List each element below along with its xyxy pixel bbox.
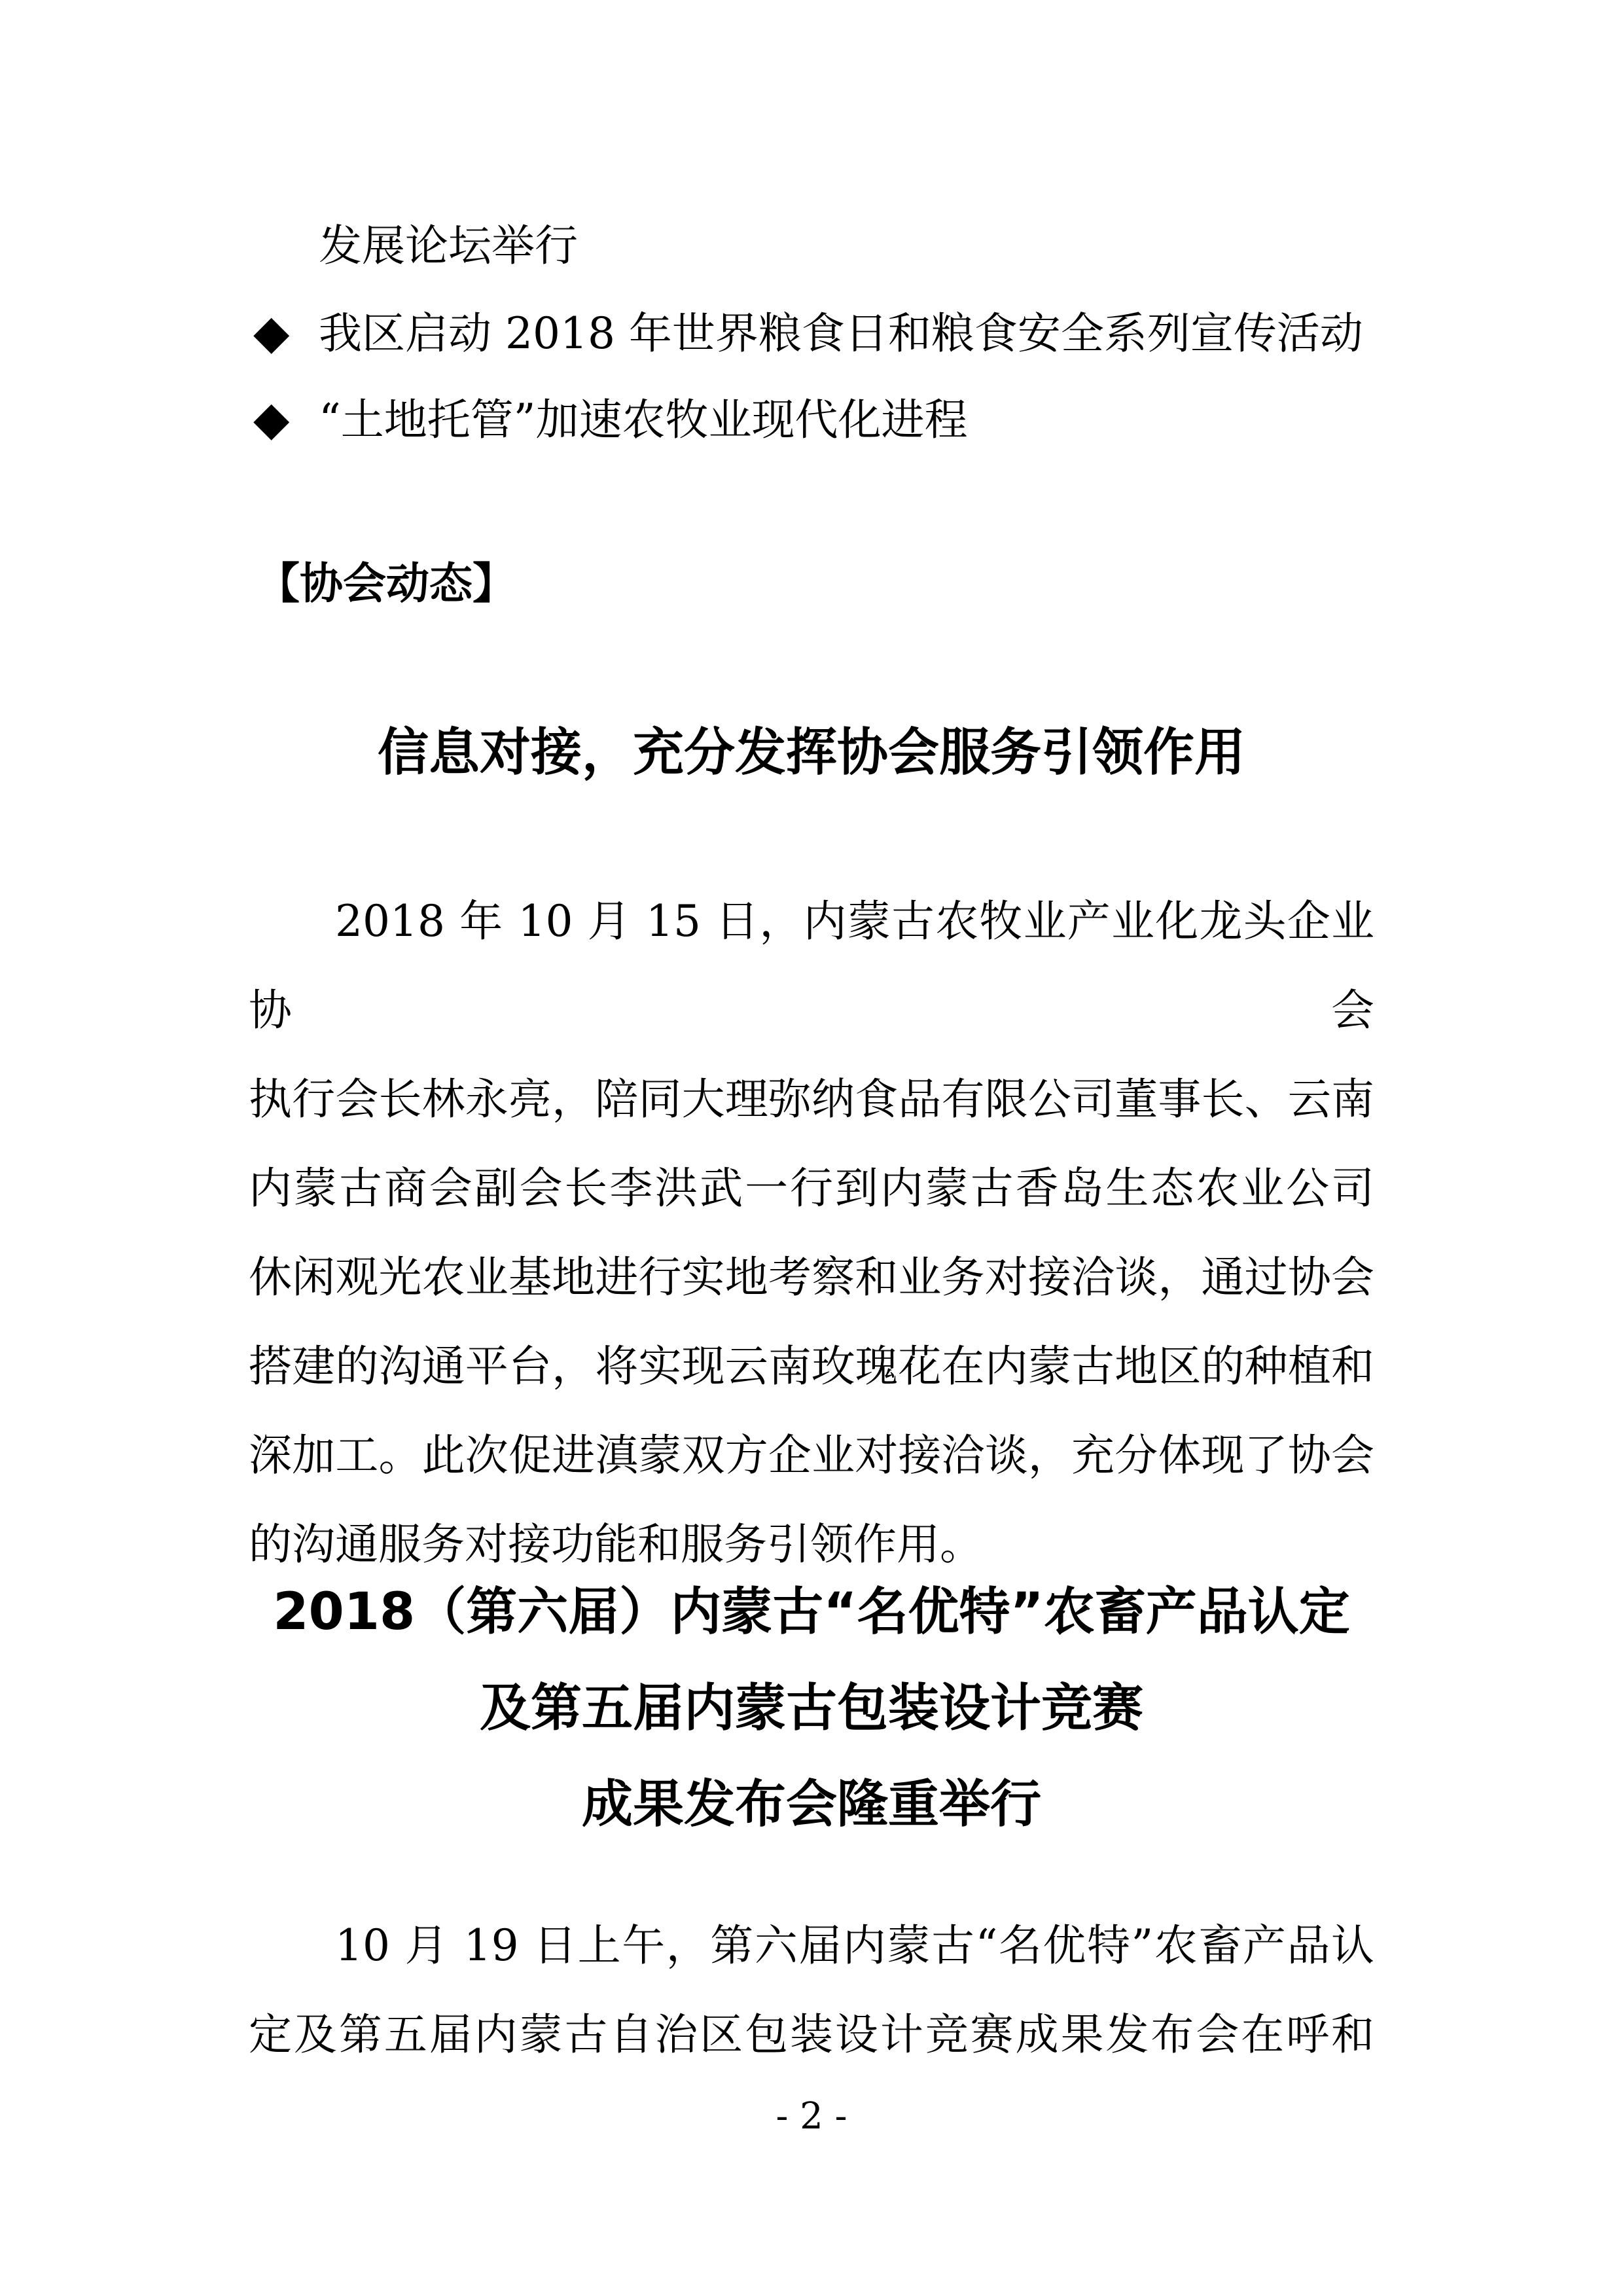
- paragraph-line: 定及第五届内蒙古自治区包装设计竞赛成果发布会在呼和: [249, 2009, 1374, 2060]
- diamond-bullet-icon: ◆: [253, 304, 290, 359]
- paragraph-line: 执行会长林永亮，陪同大理弥纳食品有限公司董事长、云南: [249, 1074, 1374, 1124]
- title-line: 成果发布会隆重举行: [581, 1775, 1041, 1834]
- paragraph-line: 2018 年 10 月 15 日，内蒙古农牧业产业化龙头企业协会: [249, 896, 1374, 1035]
- paragraph-line: 深加工。此次促进滇蒙双方企业对接洽谈，充分体现了协会: [249, 1430, 1374, 1480]
- title-line: 2018（第六届）内蒙古“名优特”农畜产品认定: [273, 1583, 1350, 1641]
- toc-continuation-line: 发展论坛举行: [319, 221, 578, 271]
- article2-paragraph: [249, 1901, 1374, 2079]
- section-header: 【协会动态】: [257, 558, 516, 609]
- toc-item: [253, 390, 967, 446]
- diamond-bullet-icon: ◆: [253, 391, 290, 446]
- toc-item-text: “土地托管”加速农牧业现代化进程: [319, 395, 968, 445]
- toc-item-text: 我区启动 2018 年世界粮食日和粮食安全系列宣传活动: [319, 308, 1363, 359]
- paragraph-line: 休闲观光农业基地进行实地考察和业务对接洽谈，通过协会: [249, 1252, 1374, 1302]
- title-line: 及第五届内蒙古包装设计竞赛: [479, 1679, 1143, 1738]
- toc-item: [253, 304, 1363, 360]
- article1-title: 信息对接，充分发挥协会服务引领作用: [377, 723, 1245, 782]
- page-number: - 2 -: [776, 2095, 847, 2138]
- paragraph-line: 的沟通服务对接功能和服务引领作用。: [249, 1519, 983, 1570]
- article1-paragraph: [249, 877, 1374, 1589]
- article2-title: [249, 1564, 1374, 1853]
- paragraph-line: 10 月 19 日上午，第六届内蒙古“名优特”农畜产品认: [335, 1920, 1374, 1971]
- paragraph-line: 内蒙古商会副会长李洪武一行到内蒙古香岛生态农业公司: [249, 1163, 1374, 1213]
- paragraph-line: 搭建的沟通平台，将实现云南玫瑰花在内蒙古地区的种植和: [249, 1341, 1374, 1391]
